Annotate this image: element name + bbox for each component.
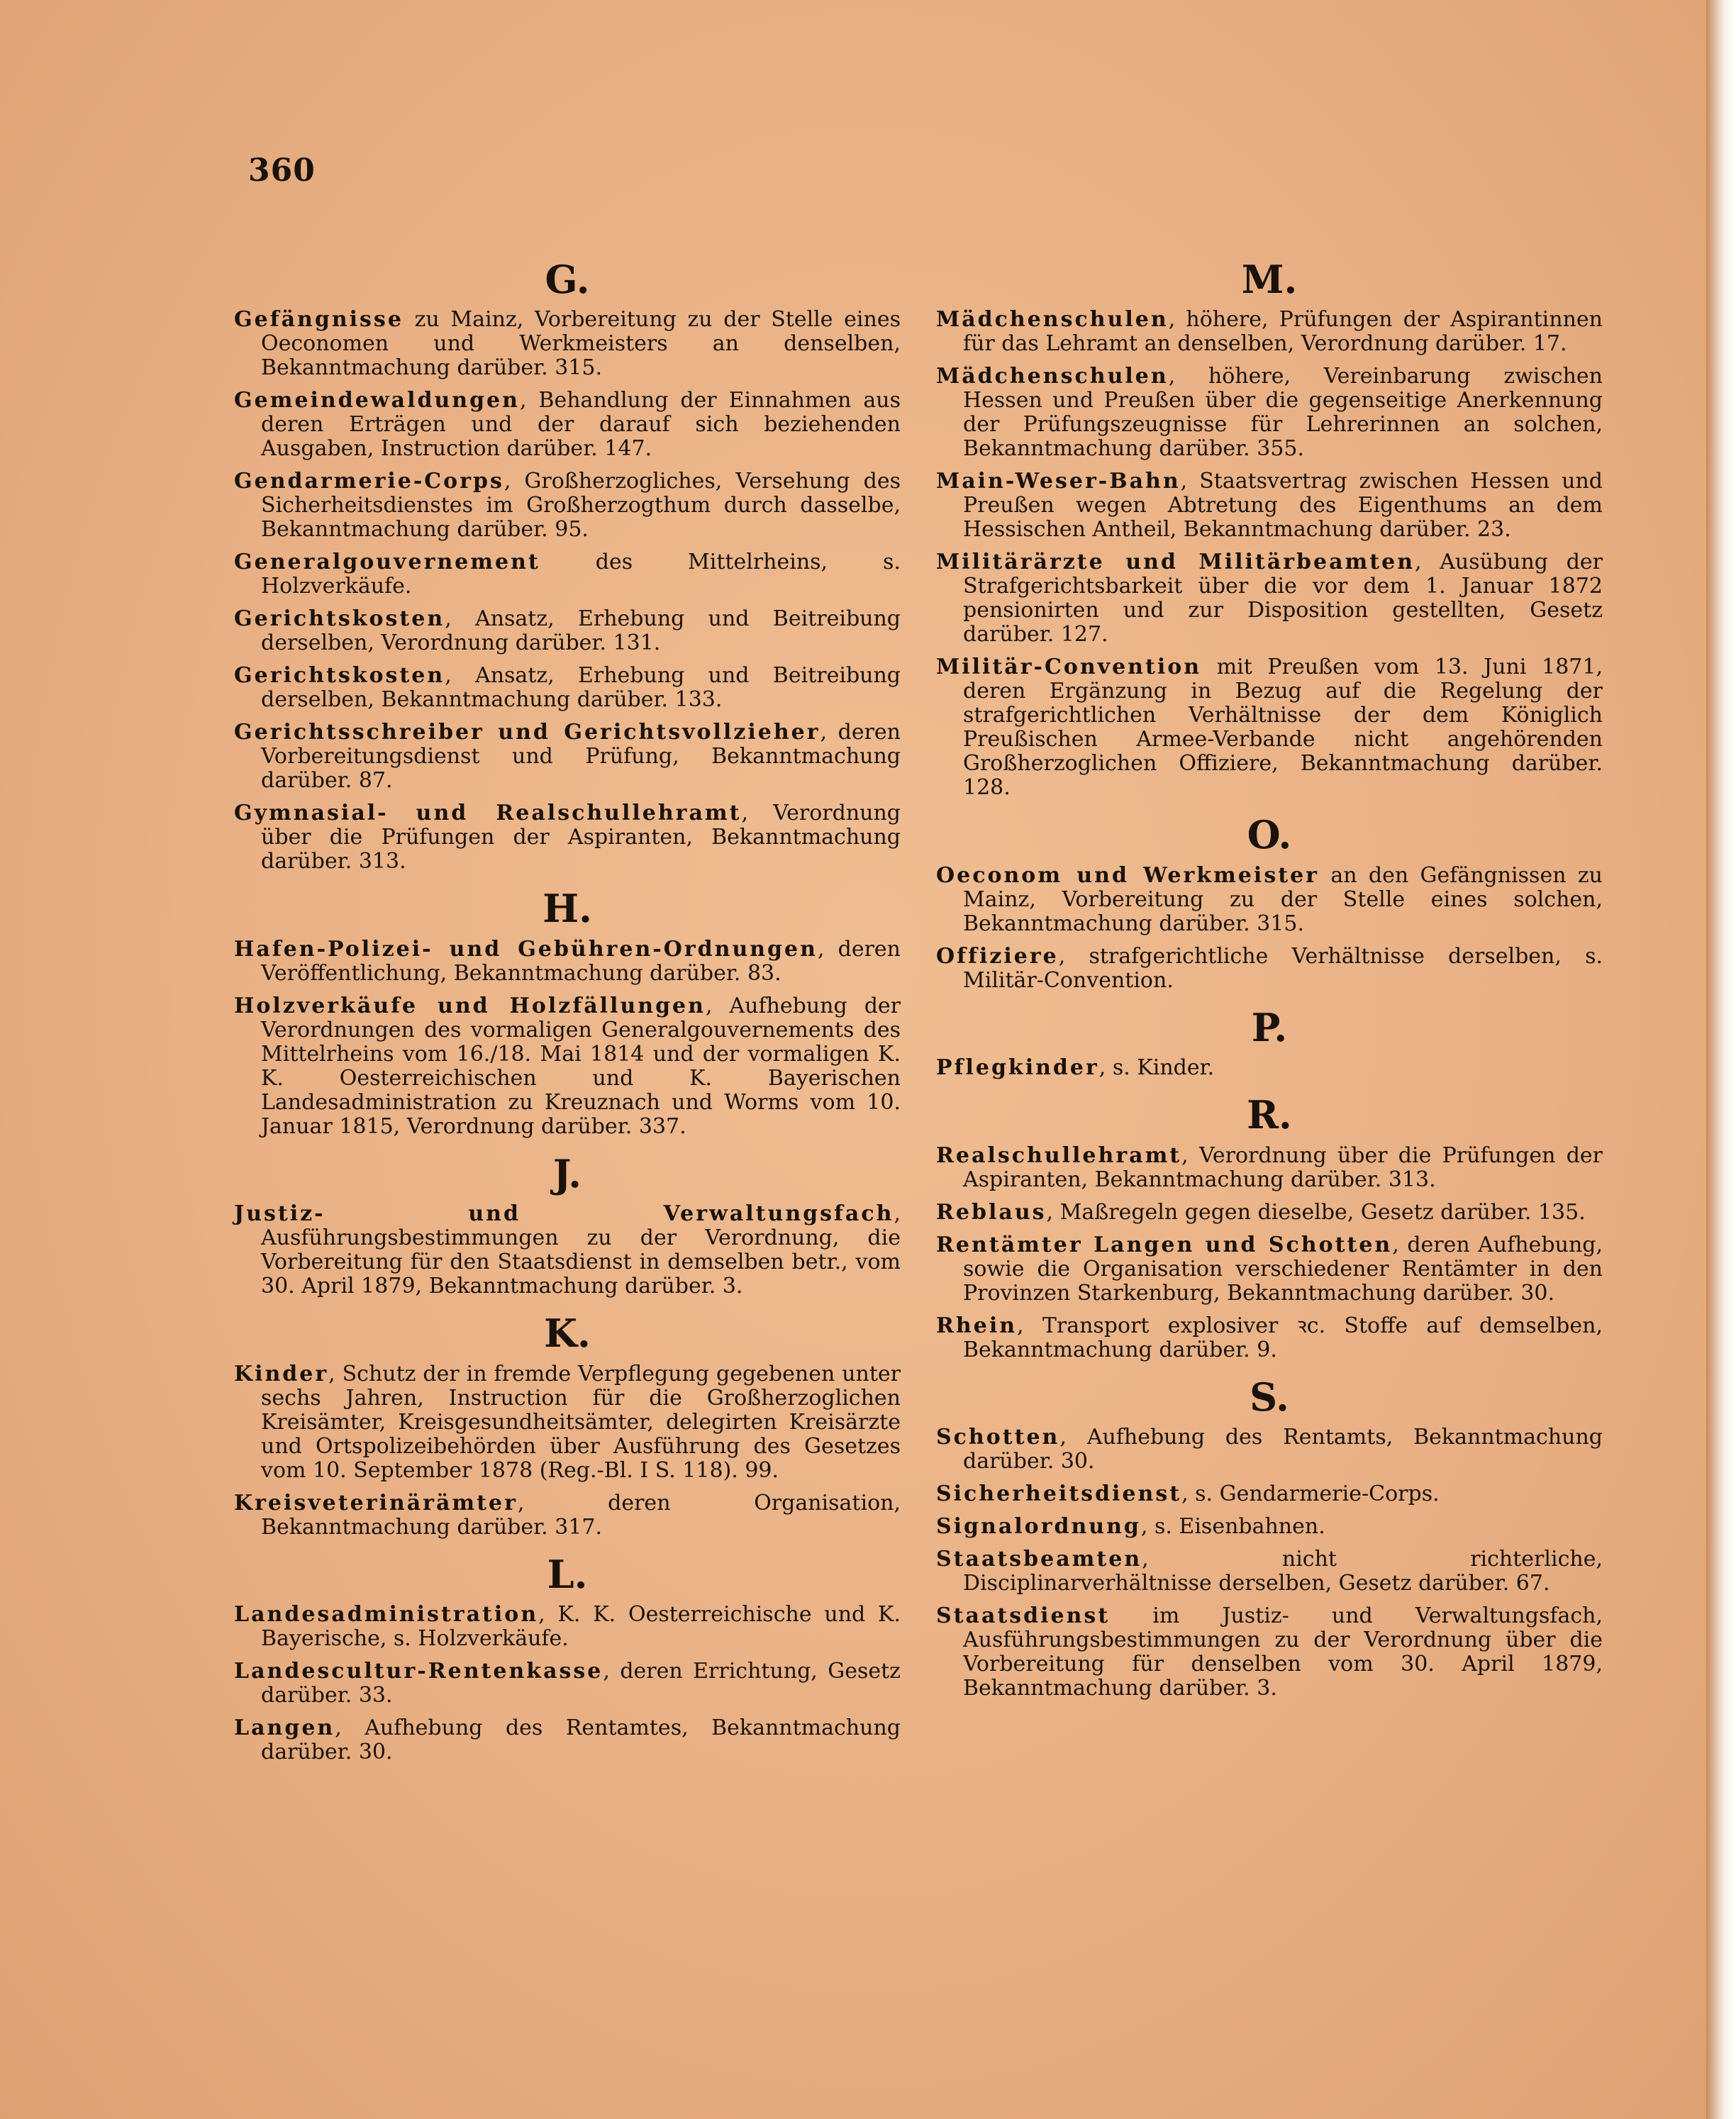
page-edge bbox=[1706, 0, 1736, 2119]
index-entry bbox=[234, 607, 901, 655]
index-entry bbox=[234, 801, 901, 874]
section-letter: R. bbox=[1247, 1092, 1292, 1138]
entry-headword: Gendarmerie-Corps bbox=[234, 469, 504, 494]
entry-text: , Aufhebung des Rentamtes, Bekanntmachung darüber. 30. bbox=[261, 1715, 901, 1764]
index-entry bbox=[234, 664, 901, 712]
entry-text: , Schutz der in fremde Verpflegung gegebenen unter sechs Jahren, Instruction für die Großherzoglichen Kreisämter, Kreisgesundheitsämter, delegirten Kreisärzte und Ortspolizeibehörden über Ausführung des Gesetzes vom 10. September 1878 (Reg.-Bl. I S. 118). 99. bbox=[261, 1361, 901, 1483]
section-letter: K. bbox=[544, 1311, 591, 1357]
index-entry bbox=[234, 1362, 901, 1483]
entry-headword: Landesadministration bbox=[234, 1601, 539, 1627]
section-letter: L. bbox=[547, 1551, 588, 1597]
entry-headword: Mädchenschulen bbox=[936, 364, 1169, 389]
entry-headword: Kinder bbox=[234, 1361, 329, 1386]
entry-text: im Justiz- und Verwaltungsfach, Ausführungsbestimmungen zu der Verordnung über die Vorbereitung für denselben vom 30. April 1879, Bekanntmachung darüber. 3. bbox=[963, 1603, 1603, 1701]
entry-headword: Reblaus bbox=[936, 1199, 1047, 1225]
entry-headword: Main-Weser-Bahn bbox=[936, 469, 1181, 494]
entry-text: des Mittelrheins, s. Holzverkäufe. bbox=[261, 550, 901, 599]
entry-text: , deren Veröffentlichung, Bekanntmachung darüber. 83. bbox=[261, 936, 901, 986]
entry-text: , deren Errichtung, Gesetz darüber. 33. bbox=[261, 1658, 901, 1708]
index-entry bbox=[936, 945, 1603, 993]
entry-headword: Staatsbeamten bbox=[936, 1546, 1142, 1572]
index-entry bbox=[936, 1547, 1603, 1596]
entry-headword: Gerichtsschreiber und Gerichtsvollzieher bbox=[234, 720, 820, 745]
entry-text: , Ausübung der Strafgerichtsbarkeit über die vor dem 1. Januar 1872 pensionirten und zur Disposition gestellten, Gesetz darüber. 127. bbox=[963, 550, 1603, 647]
entry-text: , s. Kinder. bbox=[1098, 1055, 1215, 1081]
entry-headword: Landescultur-Rentenkasse bbox=[234, 1658, 603, 1684]
index-section bbox=[936, 814, 1603, 992]
entry-headword: Gerichtskosten bbox=[234, 606, 445, 632]
entry-headword: Schotten bbox=[936, 1424, 1060, 1450]
index-section bbox=[234, 1313, 901, 1539]
entry-text: , deren Organisation, Bekanntmachung darüber. 317. bbox=[261, 1490, 901, 1540]
index-section bbox=[234, 1150, 901, 1299]
entry-text: , höhere, Prüfungen der Aspirantinnen für das Lehramt an denselben, Verordnung darüber. 17. bbox=[963, 307, 1603, 357]
entry-text: , Staatsvertrag zwischen Hessen und Preußen wegen Abtretung des Eigenthums an dem Hessischen Antheil, Bekanntmachung darüber. 23. bbox=[963, 469, 1603, 543]
index-section bbox=[936, 1004, 1603, 1081]
entry-text: , Verordnung über die Prüfungen der Aspiranten, Bekanntmachung darüber. 313. bbox=[261, 801, 901, 874]
entry-text: , Ansatz, Erhebung und Beitreibung derselben, Verordnung darüber. 131. bbox=[261, 606, 901, 656]
entry-headword: Staatsdienst bbox=[936, 1603, 1111, 1628]
index-entry bbox=[936, 550, 1603, 647]
index-entry bbox=[936, 1314, 1603, 1362]
entry-text: an den Gefängnissen zu Mainz, Vorbereitung zu der Stelle eines solchen, Bekanntmachung darüber. 315. bbox=[963, 862, 1603, 936]
entry-text: , Verordnung über die Prüfungen der Aspiranten, Bekanntmachung darüber. 313. bbox=[963, 1142, 1603, 1192]
entry-headword: Gerichtskosten bbox=[234, 663, 445, 689]
entry-headword: Rhein bbox=[936, 1313, 1018, 1338]
index-entry bbox=[936, 308, 1603, 356]
entry-headword: Gymnasial- und Realschullehramt bbox=[234, 801, 742, 826]
entry-text: , Transport explosiver ꝛc. Stoffe auf demselben, Bekanntmachung darüber. 9. bbox=[963, 1313, 1603, 1362]
entry-text: , Maßregeln gegen dieselbe, Gesetz darüber. 135. bbox=[1046, 1199, 1586, 1225]
index-entry bbox=[234, 1716, 901, 1764]
entry-headword: Langen bbox=[234, 1715, 335, 1740]
entry-text: , K. K. Oesterreichische und K. Bayerische, s. Holzverkäufe. bbox=[261, 1601, 901, 1651]
index-entry bbox=[936, 1201, 1603, 1225]
index-entry bbox=[234, 994, 901, 1139]
entry-headword: Rentämter Langen und Schotten bbox=[936, 1232, 1393, 1257]
index-entry bbox=[936, 1604, 1603, 1701]
index-entry bbox=[936, 1482, 1603, 1506]
entry-text: , Aufhebung des Rentamts, Bekanntmachung darüber. 30. bbox=[963, 1424, 1603, 1474]
entry-headword: Militär-Convention bbox=[936, 655, 1202, 680]
entry-headword: Generalgouvernement bbox=[234, 550, 540, 575]
entry-headword: Mädchenschulen bbox=[936, 307, 1169, 333]
section-letter: S. bbox=[1250, 1374, 1289, 1420]
entry-headword: Signalordnung bbox=[936, 1513, 1141, 1539]
entry-text: , Ansatz, Erhebung und Beitreibung derselben, Bekanntmachung darüber. 133. bbox=[261, 663, 901, 713]
entry-headword: Gefängnisse bbox=[234, 307, 404, 333]
entry-text: , strafgerichtliche Verhältnisse derselben, s. Militär-Convention. bbox=[963, 943, 1603, 993]
entry-text: , s. Eisenbahnen. bbox=[1140, 1513, 1325, 1539]
page-number: 360 bbox=[248, 152, 316, 189]
section-letter: J. bbox=[552, 1150, 582, 1196]
entry-headword: Kreisveterinärämter bbox=[234, 1490, 518, 1515]
entry-headword: Offiziere bbox=[936, 943, 1059, 969]
section-letter: G. bbox=[545, 257, 590, 302]
section-letter: O. bbox=[1247, 812, 1292, 858]
index-entry bbox=[234, 550, 901, 599]
index-section bbox=[234, 259, 901, 874]
index-entry bbox=[936, 365, 1603, 461]
index-section bbox=[234, 888, 901, 1138]
entry-headword: Justiz- und Verwaltungsfach bbox=[234, 1201, 894, 1227]
index-section bbox=[936, 259, 1603, 800]
index-entry bbox=[234, 938, 901, 986]
index-entry bbox=[936, 469, 1603, 542]
entry-headword: Holzverkäufe und Holzfällungen bbox=[234, 993, 706, 1018]
entry-text: , deren Vorbereitungsdienst und Prüfung, Bekanntmachung darüber. 87. bbox=[261, 720, 901, 794]
index-section bbox=[234, 1551, 901, 1764]
entry-headword: Sicherheitsdienst bbox=[936, 1481, 1182, 1506]
index-entry bbox=[234, 1202, 901, 1298]
index-entry bbox=[234, 1603, 901, 1651]
index-entry bbox=[936, 864, 1603, 936]
index-entry bbox=[234, 469, 901, 542]
section-letter: H. bbox=[542, 886, 592, 932]
entry-text: , Aufhebung der Verordnungen des vormaligen Generalgouvernements des Mittelrheins vom 16./18. Mai 1814 und der vormaligen K. K. Oesterreichischen und K. Bayerischen Landesadministration zu Kreuznach und Worms vom 10. Januar 1815, Verordnung darüber. 337. bbox=[261, 993, 901, 1139]
index-entry bbox=[936, 655, 1603, 800]
index-section bbox=[936, 1094, 1603, 1362]
entry-text: mit Preußen vom 13. Juni 1871, deren Ergänzung in Bezug auf die Regelung der strafgerichtlichen Verhältnisse der dem Königlich Preußischen Armee-Verbande nicht angehörenden Großherzoglichen Offiziere, Bekanntmachung darüber. 128. bbox=[963, 655, 1603, 801]
index-entry bbox=[936, 1056, 1603, 1080]
entry-headword: Gemeindewaldungen bbox=[234, 388, 520, 413]
index-entry bbox=[936, 1515, 1603, 1539]
section-letter: P. bbox=[1251, 1004, 1288, 1050]
entry-headword: Realschullehramt bbox=[936, 1142, 1182, 1168]
entry-text: , Großherzogliches, Versehung des Sicherheitsdienstes im Großherzogthum durch dasselbe, Bekanntmachung darüber. 95. bbox=[261, 469, 901, 543]
left-column bbox=[234, 245, 901, 1773]
entry-text: , nicht richterliche, Disciplinarverhältnisse derselben, Gesetz darüber. 67. bbox=[963, 1546, 1603, 1596]
index-entry bbox=[234, 721, 901, 793]
index-entry bbox=[936, 1144, 1603, 1192]
index-entry bbox=[234, 1659, 901, 1708]
entry-text: , höhere, Vereinbarung zwischen Hessen und Preußen über die gegenseitige Anerkennung der Prüfungszeugnisse für Lehrerinnen an solchen, Bekanntmachung darüber. 355. bbox=[963, 364, 1603, 462]
entry-text: , Behandlung der Einnahmen aus deren Erträgen und der darauf sich beziehenden Ausgaben, Instruction darüber. 147. bbox=[261, 388, 901, 462]
index-entry bbox=[234, 389, 901, 461]
index-entry bbox=[234, 1491, 901, 1540]
index-entry bbox=[936, 1425, 1603, 1474]
index-section bbox=[936, 1376, 1603, 1701]
section-letter: M. bbox=[1241, 257, 1298, 302]
entry-text: , deren Aufhebung, sowie die Organisation verschiedener Rentämter in den Provinzen Starkenburg, Bekanntmachung darüber. 30. bbox=[963, 1232, 1603, 1306]
entry-text: , Ausführungsbestimmungen zu der Verordnung, die Vorbereitung für den Staatsdienst in demselben betr., vom 30. April 1879, Bekanntmachung darüber. 3. bbox=[261, 1201, 901, 1299]
entry-text: zu Mainz, Vorbereitung zu der Stelle eines Oeconomen und Werkmeisters an denselben, Bekanntmachung darüber. 315. bbox=[261, 307, 901, 381]
entry-headword: Militärärzte und Militärbeamten bbox=[936, 550, 1415, 575]
entry-text: , s. Gendarmerie-Corps. bbox=[1181, 1481, 1440, 1506]
entry-headword: Hafen-Polizei- und Gebühren-Ordnungen bbox=[234, 936, 818, 962]
entry-headword: Oeconom und Werkmeister bbox=[936, 862, 1319, 888]
index-entry bbox=[234, 308, 901, 380]
right-column bbox=[936, 245, 1603, 1709]
entry-headword: Pflegkinder bbox=[936, 1055, 1099, 1081]
index-entry bbox=[936, 1233, 1603, 1306]
